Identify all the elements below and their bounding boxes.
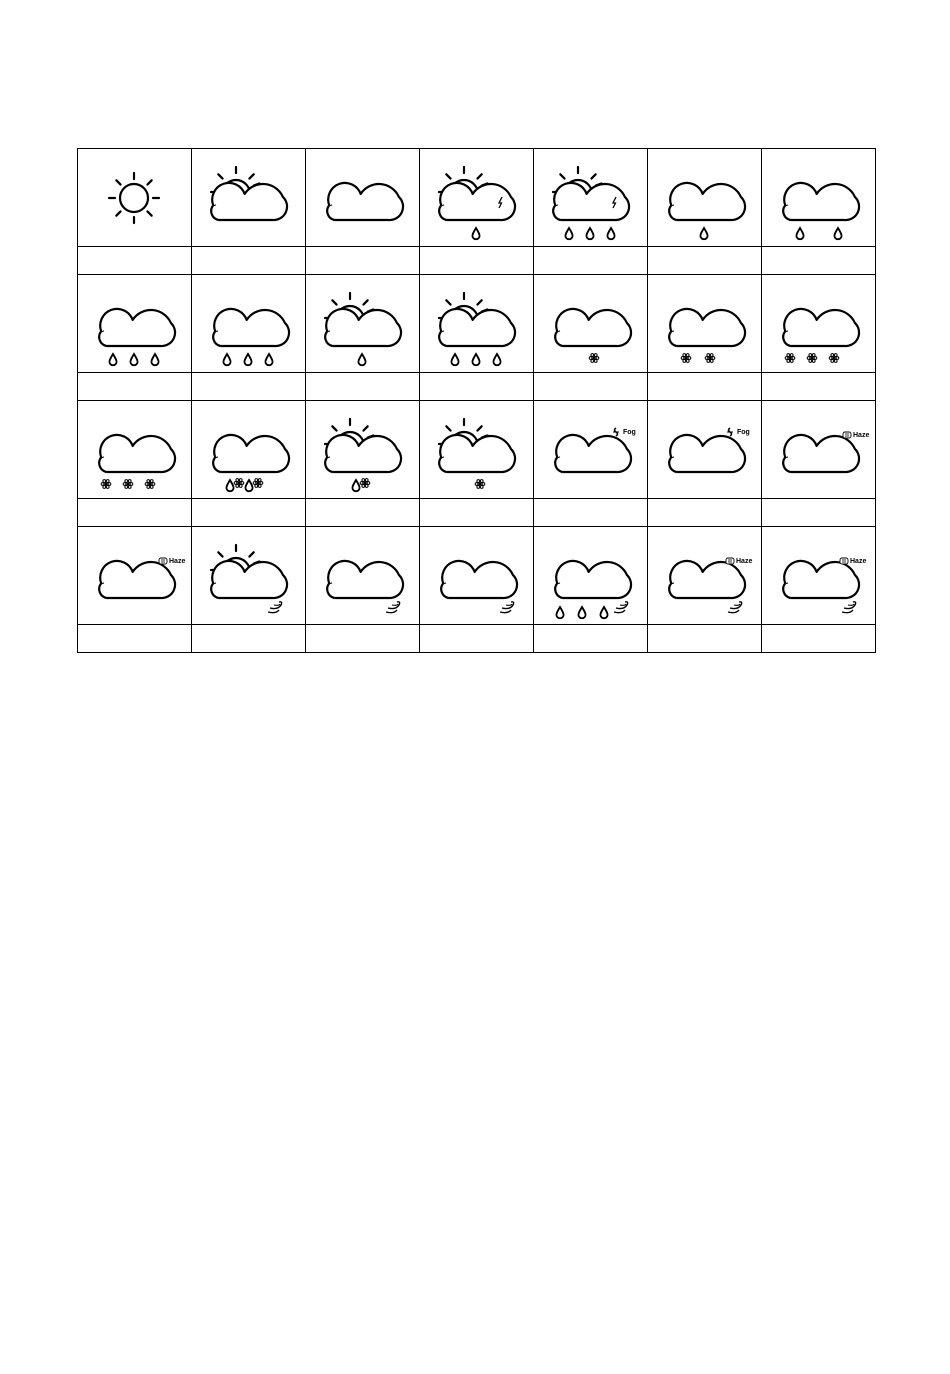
icon-tag-text: Fog [623, 428, 636, 436]
cloud-heavy-rain-icon [192, 276, 305, 372]
partly-cloudy-sleet-icon [306, 402, 419, 498]
cloud-light-rain-icon [648, 150, 761, 246]
cloud-haze-icon [762, 402, 875, 498]
label-cell [78, 373, 192, 401]
label-cell [534, 625, 648, 653]
label-cell [762, 247, 876, 275]
cloud-fog-icon [534, 402, 647, 498]
label-cell [762, 373, 876, 401]
partly-cloudy-snow-icon [420, 402, 533, 498]
cloud-sleet-icon [192, 402, 305, 498]
icon-cell [192, 275, 306, 373]
icon-cell [648, 527, 762, 625]
icon-cell [306, 401, 420, 499]
cloud-wind-haze-icon [762, 528, 875, 624]
icon-cell [762, 275, 876, 373]
label-row [78, 499, 876, 527]
cloud-moderate-snow-icon [648, 276, 761, 372]
icon-cell [78, 527, 192, 625]
icon-row [78, 401, 876, 499]
cloud-heavy-snow-icon [762, 276, 875, 372]
icon-cell [420, 149, 534, 247]
label-cell [762, 625, 876, 653]
icon-cell [78, 401, 192, 499]
icon-cell [762, 401, 876, 499]
cloud-haze-icon [78, 528, 191, 624]
icon-cell [192, 149, 306, 247]
label-cell [648, 247, 762, 275]
cloud-wind-haze-icon [648, 528, 761, 624]
label-cell [534, 373, 648, 401]
icon-row [78, 275, 876, 373]
label-cell [762, 499, 876, 527]
label-cell [78, 499, 192, 527]
icon-row [78, 527, 876, 625]
icon-cell [762, 149, 876, 247]
icon-cell [192, 401, 306, 499]
label-cell [648, 373, 762, 401]
label-cell [306, 499, 420, 527]
icon-cell [762, 527, 876, 625]
cloud-icon [306, 150, 419, 246]
label-cell [420, 247, 534, 275]
icon-cell [78, 149, 192, 247]
label-cell [420, 625, 534, 653]
partly-cloudy-thunder-heavy-rain-icon [534, 150, 647, 246]
icon-cell [534, 527, 648, 625]
label-cell [192, 625, 306, 653]
label-cell [78, 247, 192, 275]
label-cell [534, 499, 648, 527]
label-cell [306, 373, 420, 401]
label-cell [534, 247, 648, 275]
partly-cloudy-icon [192, 150, 305, 246]
partly-cloudy-light-rain-icon [306, 276, 419, 372]
partly-cloudy-wind-icon [192, 528, 305, 624]
icon-cell [648, 149, 762, 247]
sun-icon [78, 150, 191, 246]
label-row [78, 625, 876, 653]
icon-cell [534, 275, 648, 373]
icon-cell [306, 275, 420, 373]
icon-tag-text: Haze [736, 557, 753, 565]
cloud-heavy-snow-icon [78, 402, 191, 498]
cloud-heavy-rain-icon [78, 276, 191, 372]
label-cell [192, 373, 306, 401]
label-cell [192, 499, 306, 527]
icon-cell [306, 149, 420, 247]
label-cell [78, 625, 192, 653]
cloud-light-snow-icon [534, 276, 647, 372]
icon-cell [534, 149, 648, 247]
cloud-wind-icon [306, 528, 419, 624]
label-cell [192, 247, 306, 275]
cloud-fog-icon [648, 402, 761, 498]
icon-cell [648, 275, 762, 373]
icon-cell [648, 401, 762, 499]
label-cell [306, 625, 420, 653]
icon-cell [420, 275, 534, 373]
label-cell [306, 247, 420, 275]
icon-cell [420, 401, 534, 499]
partly-cloudy-thunder-light-rain-icon [420, 150, 533, 246]
label-cell [648, 499, 762, 527]
partly-cloudy-heavy-rain-icon [420, 276, 533, 372]
icon-cell [192, 527, 306, 625]
cloud-wind-icon [420, 528, 533, 624]
cloud-moderate-rain-icon [762, 150, 875, 246]
icon-cell [78, 275, 192, 373]
weather-icon-table [77, 148, 876, 653]
icon-tag-text: Fog [737, 428, 750, 436]
icon-cell [306, 527, 420, 625]
label-cell [420, 499, 534, 527]
cloud-wind-rain-icon [534, 528, 647, 624]
icon-tag-text: Haze [850, 557, 867, 565]
label-cell [648, 625, 762, 653]
icon-cell [420, 527, 534, 625]
label-cell [420, 373, 534, 401]
label-row [78, 247, 876, 275]
icon-cell [534, 401, 648, 499]
icon-row [78, 149, 876, 247]
label-row [78, 373, 876, 401]
icon-tag-text: Haze [853, 431, 870, 439]
icon-tag-text: Haze [169, 557, 186, 565]
